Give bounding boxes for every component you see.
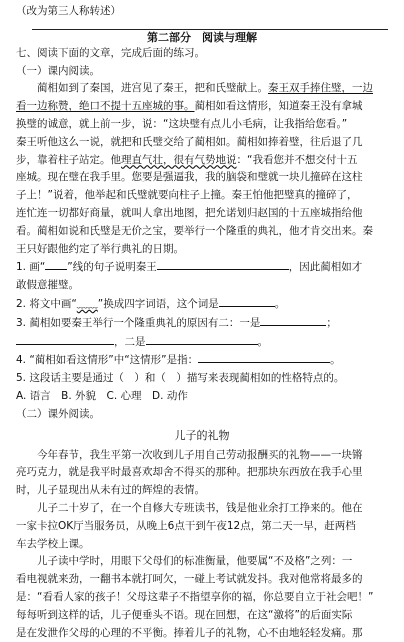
question-line [16, 258, 388, 277]
answer-blank[interactable] [16, 333, 114, 345]
passage1-line: 座城。现在璧在我手里。您要是强逼我，我的脑袋和璧就一块儿撞碎在这柱 [16, 169, 388, 187]
passage2-line: 时，儿子显现出从未有过的辉煌的表情。 [16, 482, 388, 500]
passage1-text: 蔺相如到了秦国，进宫见了秦王，把和氏璧献上。 [37, 82, 268, 94]
question-5 [16, 370, 388, 406]
question-text: ”线的句子说明秦王 [67, 261, 156, 273]
passage1-line [16, 152, 388, 170]
passage2-line: 儿子读中学时，用眼下父母们的标准衡量，他要属“不及格”之列：一 [16, 553, 388, 571]
passage1-line [16, 98, 388, 116]
passage1-line: 看。蔺相如说和氏璧是无价之宝，要举行一个隆重的典礼，他才肯交出来。秦 [16, 223, 388, 241]
part1-heading: （一）课内阅读。 [16, 63, 388, 81]
passage2-line: 亮巧克力，就是我平时最喜欢却舍不得买的那种。把那块东西放在我手心里 [16, 464, 388, 482]
passage2-line: 是：“看看人家的孩子！父母这辈子不指望享你的福，你总要自立于社会吧！” [16, 589, 388, 607]
question-text: 3. 蔺相如要秦王举行一个隆重典礼的原因有二：一是 [16, 317, 260, 329]
task-heading: 七、阅读下面的文章，完成后面的练习。 [16, 45, 388, 63]
question-line [16, 314, 388, 333]
passage2-line: 每每听到这样的话，儿子便垂头不语。现在回想，在这“激将”的后面实际 [16, 607, 388, 625]
answer-blank[interactable] [45, 258, 67, 270]
passage1-line: 连忙连一切都好商量，就叫人拿出地图，把允诺划归赵国的十五座城指给他 [16, 205, 388, 223]
question-text: 2. 将文中画“ [16, 298, 77, 310]
answer-blank[interactable] [157, 258, 289, 270]
passage2-line: 是在发泄作父母的心理的不平衡。捧着儿子的礼物，心不由地轻轻发痛。那 [16, 625, 388, 642]
passage2 [16, 447, 388, 642]
passage1-line: 王只好跟他约定了举行典礼的日期。 [16, 241, 388, 259]
question-1 [16, 258, 388, 295]
question-line: 敢假意摧璧。 [16, 277, 388, 295]
story-title: 儿子的礼物 [16, 426, 388, 446]
passage2-line: 看电视就来劲，一翻书本就打呵欠，一碰上考试就发抖。我对他常将最多的 [16, 571, 388, 589]
underlined-sentence: 看一边称赞，绝口不提十五座城的事。 [16, 100, 195, 112]
passage1-line: 换璧的诚意，就上前一步，说：“这块璧有点儿小毛病，让我指给您看。” [16, 116, 388, 134]
answer-options: A. 语言 B. 外貌 C. 心理 D. 动作 [16, 388, 388, 406]
divider-rule [32, 29, 388, 30]
question-text: ； [326, 317, 337, 329]
underlined-sentence: 秦王双手捧住璧，一边 [268, 82, 373, 94]
question-text: 1. 画“ [16, 261, 45, 273]
question-text: 4. “蔺相如看这情形”中“这情形”是指： [16, 354, 198, 366]
answer-blank[interactable] [260, 314, 326, 326]
wavy-underlined-phrase: 理直气壮，很有气势地说 [121, 154, 237, 166]
passage1-line [16, 80, 388, 98]
question-2 [16, 295, 388, 314]
passage1-text: 蔺相如看这情形，知道秦王没有拿城 [195, 100, 363, 112]
passage2-line: 今年春节，我生平第一次收到儿子用自己劳动报酬买的礼物——一块锵 [16, 447, 388, 465]
passage1-text: ：“我看您并不想交付十五 [237, 154, 358, 166]
passage1-line: 秦王听他这么一说，就把和氏璧交给了蔺相如。蔺相如捧着璧，往后退了几 [16, 134, 388, 152]
question-text: ，因此蔺相如才 [289, 261, 363, 273]
question-3 [16, 314, 388, 352]
answer-blank[interactable] [219, 295, 275, 307]
question-text: 。 [275, 298, 286, 310]
passage2-line: 一家卡拉OK厅当服务员，从晚上6点干到午夜12点，第二天一早，赶两档 [16, 518, 388, 536]
passage1 [16, 80, 388, 258]
part2-heading: （二）课外阅读。 [16, 406, 388, 424]
question-text: ，二是 [114, 336, 146, 348]
top-note: （改为第三人称转述） [16, 3, 388, 21]
passage2-line: 儿子二十岁了，在一个自修大专班读书，钱是他业余打工挣来的。他在 [16, 500, 388, 518]
question-text: ”换成四字词语，这个词是 [98, 298, 219, 310]
wavy-line-marker: ﹏﹏ [77, 298, 98, 310]
question-4 [16, 351, 388, 370]
passage2-line: 车去学校上课。 [16, 536, 388, 554]
question-line: 5. 这段话主要是通过（ ）和（ ）描写来表现蔺相如的性格特点的。 [16, 370, 388, 388]
section-header [16, 23, 388, 45]
section-title: 第二部分 阅读与理解 [16, 23, 388, 49]
answer-blank[interactable] [198, 351, 330, 363]
answer-blank[interactable] [146, 333, 258, 345]
passage1-line: 子上！”说着，他举起和氏璧就要向柱子上撞。秦王怕他把璧真的撞碎了， [16, 187, 388, 205]
question-text: 。 [330, 354, 341, 366]
question-text: 。 [258, 336, 269, 348]
question-line [16, 333, 388, 352]
passage1-text: 步，靠着柱子站定。他 [16, 154, 121, 166]
